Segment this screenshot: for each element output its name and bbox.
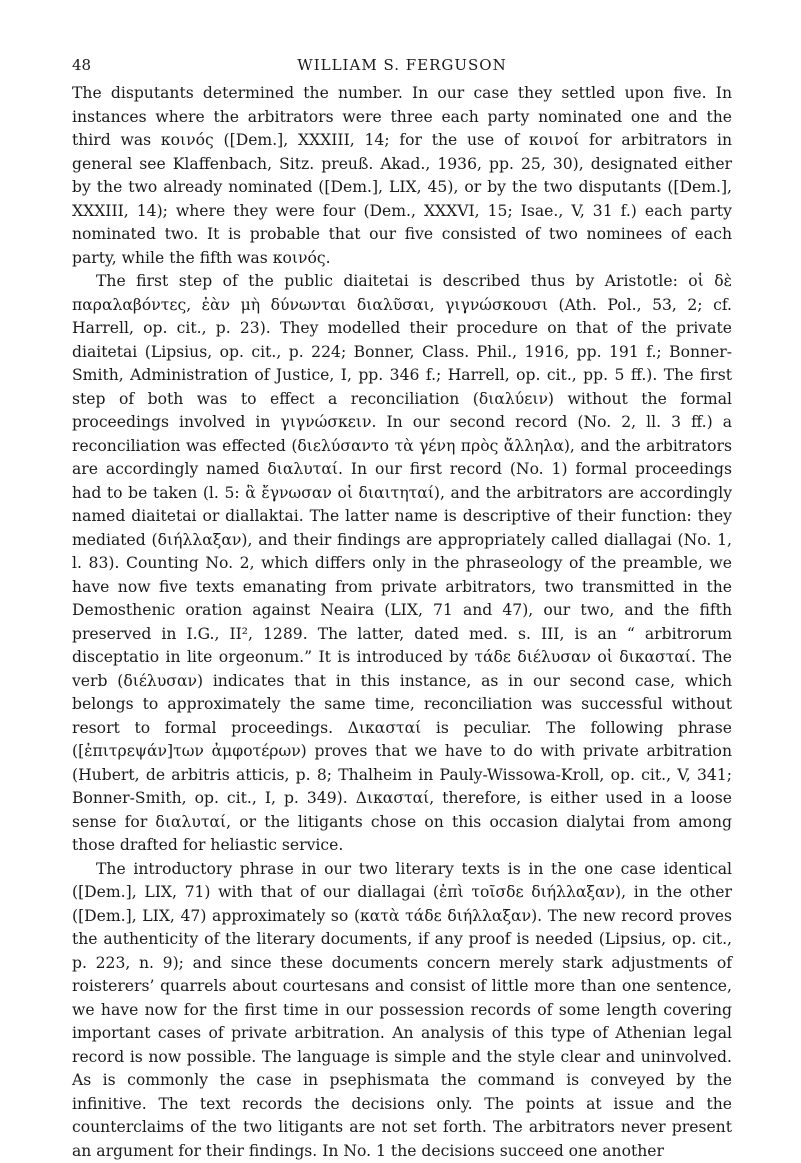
paragraph-2: The first step of the public diaitetai is described thus by Aristotle: οἱ δὲ παραλαβόντες, ἐὰν μὴ δύνωνται διαλῦσαι, γιγνώσκουσι (Ath. Pol., 53, 2; cf. Harrell, op. cit., p. 23). They modelled their procedure on that of the private diaitetai (Lipsius, op. cit., p. 224; Bonner, Class. Phil., 1916, pp. 191 f.; Bonner-Smith, Administration of Justice, I, pp. 346 f.; Harrell, op. cit., pp. 5 ff.). The first step of both was to effect a reconciliation (διαλύειν) without the formal proceedings involved in γιγνώσκειν. In our second record (No. 2, ll. 3 ff.) a reconciliation was effected (διελύσαντο τὰ γένη πρὸς ἄλληλα), and the arbitrators are accordingly named διαλυταί. In our first record (No. 1) formal proceedings had to be taken (l. 5: ἃ ἔγνωσαν οἱ διαιτηταί), and the arbitrators are accordingly named diaitetai or diallaktai. The latter name is descriptive of their function: they mediated (διήλλαξαν), and their findings are appropriately called diallagai (No. 1, l. 83). Counting No. 2, which differs only in the phraseology of the preamble, we have now five texts emanating from private arbitrators, two transmitted in the Demosthenic oration against Neaira (LIX, 71 and 47), our two, and the fifth preserved in I.G., II², 1289. The latter, dated med. s. III, is an “ arbitrorum disceptatio in lite orgeonum.” It is introduced by τάδε διέλυσαν οἱ δικασταί. The verb (διέλυσαν) indicates that in this instance, as in our second case, which belongs to approximately the same time, reconciliation was successful without resort to formal proceedings. Δικασταί is peculiar. The following phrase ([ἐπιτρεψάν]των ἀμφοτέρων) proves that we have to do with private arbitration (Hubert, de arbitris atticis, p. 8; Thalheim in Pauly-Wissowa-Kroll, op. cit., V, 341; Bonner-Smith, op. cit., I, p. 349). Δικασταί, therefore, is either used in a loose sense for διαλυταί, or the litigants chose on this occasion dialytai from among those drafted for heliastic service. (72, 270, 732, 858)
paragraph-3: The introductory phrase in our two literary texts is in the one case identical ([Dem.], LIX, 71) with that of our diallagai (ἐπὶ τοῖσδε διήλλαξαν), in the other ([Dem.], LIX, 47) approximately so (κατὰ τάδε διήλλαξαν). The new record proves the authenticity of the literary documents, if any proof is needed (Lipsius, op. cit., p. 223, n. 9); and since these documents concern merely stark adjustments of roisterers’ quarrels about courtesans and consist of little more than one sentence, we have now for the first time in our possession records of some length covering important cases of private arbitration. An analysis of this type of Athenian legal record is now possible. The language is simple and the style clear and uninvolved. As is commonly the case in psephismata the command is conveyed by the infinitive. The text records the decisions only. The points at issue and the counterclaims of the two litigants are not set forth. The arbitrators never present an argument for their findings. In No. 1 the decisions succeed one another (72, 858, 732, 1163)
running-head (72, 56, 732, 82)
page (72, 56, 732, 1163)
paragraph-1: The disputants determined the number. In our case they settled upon five. In instances where the arbitrators were three each party nominated one and the third was κοινός ([Dem.], XXXIII, 14; for the use of κοινοί for arbitrators in general see Klaffenbach, Sitz. preuß. Akad., 1936, pp. 25, 30), designated either by the two already nominated ([Dem.], LIX, 45), or by the two disputants ([Dem.], XXXIII, 14); where they were four (Dem., XXXVI, 15; Isae., V, 31 f.) each party nominated two. It is probable that our five consisted of two nominees of each party, while the fifth was κοινός. (72, 82, 732, 270)
running-title: WILLIAM S. FERGUSON (72, 56, 732, 74)
page-number: 48 (72, 56, 91, 74)
